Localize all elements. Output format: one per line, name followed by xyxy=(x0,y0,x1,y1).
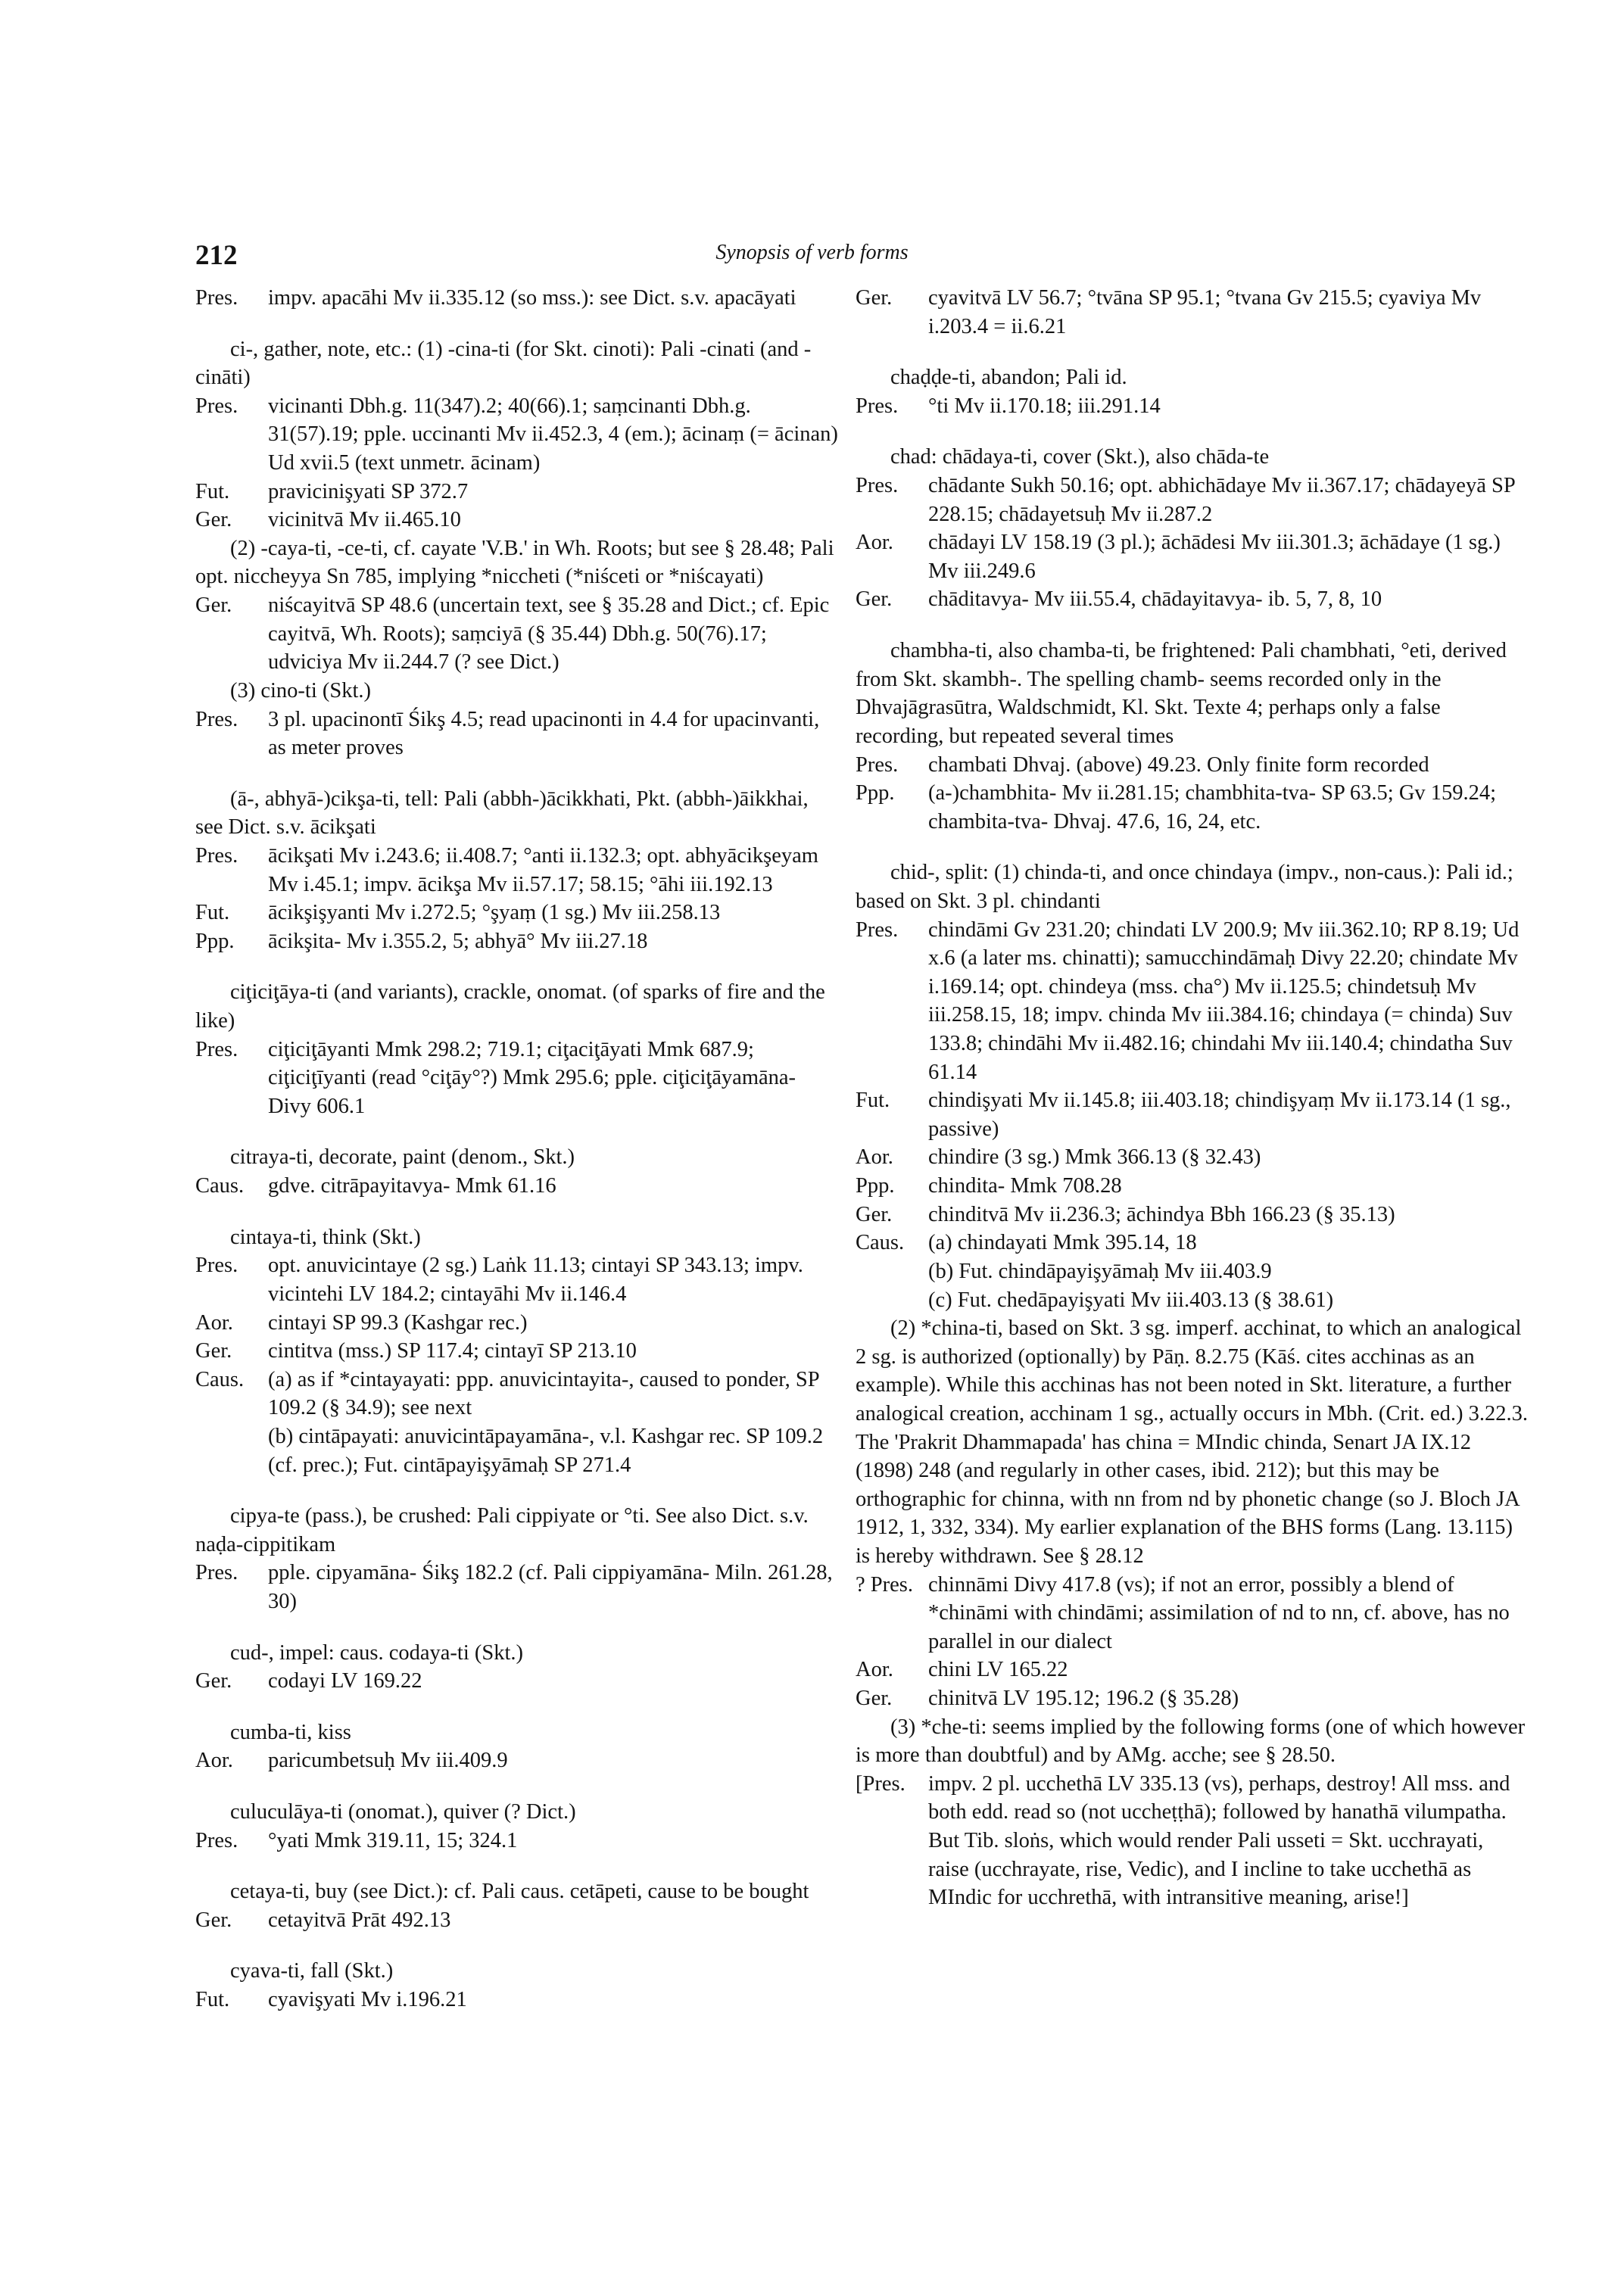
form-line xyxy=(856,1086,1528,1143)
form-line xyxy=(856,392,1528,421)
form-line xyxy=(195,1906,840,1935)
dictionary-entry xyxy=(195,978,840,1120)
form-label: Ger. xyxy=(856,1202,893,1226)
form-text: chinnāmi Divy 417.8 (vs); if not an error, possibly a blend of *chināmi with chindāmi; assimilation of nd to nn, cf. above, has no parallel in our dialect xyxy=(928,1572,1510,1653)
form-text: chāditavya- Mv iii.55.4, chādayitavya- ib. 5, 7, 8, 10 xyxy=(928,587,1382,612)
form-line xyxy=(856,1201,1528,1229)
form-label: Ger. xyxy=(195,1669,232,1693)
form-line xyxy=(195,392,840,478)
dictionary-entry xyxy=(856,284,1528,341)
form-line xyxy=(195,1667,840,1696)
form-text: ācikşati Mv i.243.6; ii.408.7; °anti ii.132.3; opt. abhyācikşeyam Mv i.45.1; impv. ācikşa Mv ii.57.17; 58.15; °āhi iii.192.13 xyxy=(268,843,818,896)
form-text: chādante Sukh 50.16; opt. abhichādaye Mv ii.367.17; chādayeyā SP 228.15; chādayetsuḥ Mv ii.287.2 xyxy=(928,474,1515,526)
form-text: cyavişyati Mv i.196.21 xyxy=(268,1988,467,2012)
form-text: opt. anuvicintaye (2 sg.) Laṅk 11.13; cintayi SP 343.13; impv. vicintehi LV 184.2; cintayāhi Mv ii.146.4 xyxy=(268,1254,803,1306)
headword-line: cetaya-ti, buy (see Dict.): cf. Pali caus. cetāpeti, cause to be bought xyxy=(230,1880,809,1904)
headword-line: chaḍḍe-ti, abandon; Pali id. xyxy=(890,366,1127,390)
form-text: chindire (3 sg.) Mmk 366.13 (§ 32.43) xyxy=(928,1145,1261,1170)
form-label: Ger. xyxy=(195,508,232,532)
form-line xyxy=(195,591,840,677)
dictionary-entry xyxy=(195,284,840,313)
form-text: chādayi LV 158.19 (3 pl.); āchādesi Mv iii.301.3; āchādaye (1 sg.) Mv iii.249.6 xyxy=(928,531,1501,583)
dictionary-entry xyxy=(195,1798,840,1855)
dictionary-entry xyxy=(856,858,1528,1912)
form-label: Pres. xyxy=(195,1561,238,1585)
form-label: Aor. xyxy=(195,1749,233,1773)
dictionary-entry xyxy=(195,785,840,956)
form-label: Pres. xyxy=(195,286,238,310)
form-text: chindāmi Gv 231.20; chindati LV 200.9; Mv iii.362.10; RP 8.19; Ud x.6 (a later ms. chinatti); samucchindāmaḥ Divy 22.20; chindate Mv i.169.14; opt. chindeya (mss. cha°) Mv ii.125.5; chindetsuḥ Mv iii.258.15, 18; impv. chinda Mv iii.384.16; chindaya (= chinda) Suv 133.8; chindāhi Mv ii.482.16; chindahi Mv iii.140.4; chindatha Suv 61.14 xyxy=(928,918,1520,1084)
headword-line: (2) -caya-ti, -ce-ti, cf. cayate 'V.B.' in Wh. Roots; but see § 28.48; Pali opt. niccheyya Sn 785, implying *niccheti (*niśceti or *niścayati) xyxy=(195,536,834,589)
form-label: [Pres. xyxy=(856,1771,906,1796)
headword-line: (3) cino-ti (Skt.) xyxy=(230,678,372,703)
form-line xyxy=(195,506,840,534)
headword-line: ci-, gather, note, etc.: (1) -cina-ti (for Skt. cinoti): Pali -cinati (and -cināti) xyxy=(195,337,812,390)
headword-line: (ā-, abhyā-)cikşa-ti, tell: Pali (abbh-)ācikkhati, Pkt. (abbh-)āikkhai, see Dict. s.v. ācikşati xyxy=(195,787,809,840)
form-text: °yati Mmk 319.11, 15; 324.1 xyxy=(268,1828,518,1852)
form-line xyxy=(856,1571,1528,1656)
headword-line: chad: chādaya-ti, cover (Skt.), also chāda-te xyxy=(890,445,1270,469)
dictionary-entry xyxy=(195,1143,840,1200)
form-label: Caus. xyxy=(195,1367,245,1391)
form-line xyxy=(856,916,1528,1087)
form-line xyxy=(856,1229,1528,1257)
form-text: impv. apacāhi Mv ii.335.12 (so mss.): see Dict. s.v. apacāyati xyxy=(268,286,796,310)
form-label: Ger. xyxy=(195,1908,232,1932)
form-label: Ger. xyxy=(856,1687,893,1711)
form-line xyxy=(856,585,1528,614)
form-label: Ppp. xyxy=(856,781,895,805)
form-label: Pres. xyxy=(195,1828,238,1852)
form-label: Pres. xyxy=(856,918,899,942)
running-title: Synopsis of verb forms xyxy=(715,241,909,264)
page-number: 212 xyxy=(195,240,238,271)
form-line xyxy=(856,779,1528,836)
form-text: cintitva (mss.) SP 117.4; cintayī SP 213.10 xyxy=(268,1339,637,1363)
form-text: chini LV 165.22 xyxy=(928,1658,1068,1682)
form-line xyxy=(195,1986,840,2014)
form-line xyxy=(856,472,1528,528)
headword-line: cumba-ti, kiss xyxy=(230,1720,351,1744)
form-line xyxy=(856,284,1528,341)
right-column xyxy=(856,284,1528,1935)
form-text: ācikşita- Mv i.355.2, 5; abhyā° Mv iii.27.18 xyxy=(268,929,648,953)
form-label: Pres. xyxy=(195,394,238,418)
form-label: Pres. xyxy=(856,394,899,418)
form-line xyxy=(195,1366,840,1422)
form-line xyxy=(195,927,840,956)
form-line xyxy=(195,706,840,762)
form-text: vicinanti Dbh.g. 11(347).2; 40(66).1; saṃcinanti Dbh.g. 31(57).19; pple. uccinanti Mv ii.452.3, 4 (em.); ācinaṃ (= ācinan) Ud xvii.5 (text unmetr. ācinam) xyxy=(268,394,838,475)
headword-line: (3) *che-ti: seems implied by the following forms (one of which however is more than doubtful) and by AMg. acche; see § 28.50. xyxy=(856,1715,1526,1768)
form-label: ? Pres. xyxy=(856,1572,913,1597)
form-label: Pres. xyxy=(195,707,238,731)
form-label: Ppp. xyxy=(856,1174,895,1198)
form-label: Fut. xyxy=(856,1089,890,1113)
dictionary-entry xyxy=(195,1957,840,2014)
form-label: Aor. xyxy=(856,1145,893,1170)
dictionary-entry xyxy=(856,637,1528,836)
form-label: Fut. xyxy=(195,479,230,503)
dictionary-entry xyxy=(195,1639,840,1696)
form-text: cyavitvā LV 56.7; °tvāna SP 95.1; °tvana Gv 215.5; cyaviya Mv i.203.4 = ii.6.21 xyxy=(928,286,1482,338)
form-label: Ger. xyxy=(856,587,893,612)
form-text: ciţiciţāyanti Mmk 298.2; 719.1; ciţaciţāyati Mmk 687.9; ciţiciţīyanti (read °ciţāy°?) Mmk 295.6; pple. ciţiciţāyamāna- Divy 606.1 xyxy=(268,1037,796,1118)
form-text: (a) as if *cintayayati: ppp. anuvicintayita-, caused to ponder, SP 109.2 (§ 34.9); see next xyxy=(268,1367,819,1420)
form-line xyxy=(195,284,840,313)
form-label: Pres. xyxy=(856,752,899,777)
form-label: Aor. xyxy=(856,531,893,555)
dictionary-entry xyxy=(195,1718,840,1775)
headword-line: citraya-ti, decorate, paint (denom., Skt.) xyxy=(230,1145,575,1170)
dictionary-entry xyxy=(195,335,840,762)
sub-form-line: (b) Fut. chindāpayişyāmaḥ Mv iii.403.9 xyxy=(928,1259,1272,1283)
dictionary-entry xyxy=(856,443,1528,614)
form-text: chindita- Mmk 708.28 xyxy=(928,1174,1122,1198)
form-text: paricumbetsuḥ Mv iii.409.9 xyxy=(268,1749,508,1773)
form-line xyxy=(195,842,840,899)
form-text: chinitvā LV 195.12; 196.2 (§ 35.28) xyxy=(928,1687,1239,1711)
form-line xyxy=(195,1309,840,1338)
headword-line: ciţiciţāya-ti (and variants), crackle, onomat. (of sparks of fire and the like) xyxy=(195,980,825,1033)
form-line xyxy=(195,1746,840,1775)
headword-line: cyava-ti, fall (Skt.) xyxy=(230,1959,394,1983)
headword-line: culuculāya-ti (onomat.), quiver (? Dict.) xyxy=(230,1800,576,1824)
form-label: Aor. xyxy=(856,1658,893,1682)
headword-line: chambha-ti, also chamba-ti, be frightened: Pali chambhati, °eti, derived from Skt. skambh-. The spelling chamb- seems recorded only in the Dhvajāgrasūtra, Waldschmidt, Kl. Skt. Texte 4; perhaps only a false recording, but repeated several times xyxy=(856,639,1507,748)
form-line xyxy=(195,1036,840,1121)
form-text: °ti Mv ii.170.18; iii.291.14 xyxy=(928,394,1161,418)
sub-form-line: (c) Fut. chedāpayişyati Mv iii.403.13 (§ 38.61) xyxy=(928,1288,1334,1312)
form-label: Ger. xyxy=(856,286,893,310)
form-label: Ger. xyxy=(195,594,232,618)
form-line xyxy=(195,1559,840,1615)
form-text: pravicinişyati SP 372.7 xyxy=(268,479,469,503)
headword-line: chid-, split: (1) chinda-ti, and once chindaya (impv., non-caus.): Pali id.; based on Skt. 3 pl. chindanti xyxy=(856,861,1513,913)
headword-line: cud-, impel: caus. codaya-ti (Skt.) xyxy=(230,1640,524,1665)
headword-line: (2) *china-ti, based on Skt. 3 sg. imperf. acchinat, to which an analogical 2 sg. is authorized (optionally) by Pāṇ. 8.2.75 (Kāś. cites acchinas as an example). While this acchinas has not been noted in Skt. literature, a further analogical creation, acchinam 1 sg., actually occurs in Mbh. (Crit. ed.) 3.22.3. The 'Prakrit Dhammapada' has china = MIndic chinda, Senart JA IX.12 (1898) 248 (and regularly in other cases, ibid. 212); but this may be orthographic for chinna, with nn from nd by phonetic change (so J. Bloch JA 1912, 1, 332, 334). My earlier explanation of the BHS forms (Lang. 13.115) is hereby withdrawn. See § 28.12 xyxy=(856,1316,1528,1568)
form-line xyxy=(195,478,840,506)
form-text: (a-)chambhita- Mv ii.281.15; chambhita-tva- SP 63.5; Gv 159.24; chambita-tva- Dhvaj. 47.6, 16, 24, etc. xyxy=(928,781,1497,833)
form-label: Pres. xyxy=(195,1254,238,1278)
form-label: Pres. xyxy=(856,474,899,498)
form-line xyxy=(195,1337,840,1366)
form-label: Caus. xyxy=(856,1231,905,1255)
form-line xyxy=(195,899,840,927)
form-text: chinditvā Mv ii.236.3; āchindya Bbh 166.23 (§ 35.13) xyxy=(928,1202,1395,1226)
dictionary-entry xyxy=(195,1877,840,1934)
form-line xyxy=(195,1172,840,1201)
form-text: impv. 2 pl. ucchethā LV 335.13 (vs), perhaps, destroy! All mss. and both edd. read so (not uccheṭṭhā); followed by hanathā vilumpatha. But Tib. sloṅs, which would render Pali usseti = Skt. ucchrayati, raise (ucchrayate, rise, Vedic), and I incline to take ucchethā as MIndic for ucchrethā, with intransitive meaning, arise!] xyxy=(928,1771,1510,1910)
dictionary-entry xyxy=(856,363,1528,420)
form-text: codayi LV 169.22 xyxy=(268,1669,422,1693)
form-label: Ppp. xyxy=(195,929,235,953)
form-text: pple. cipyamāna- Śikş 182.2 (cf. Pali cippiyamāna- Miln. 261.28, 30) xyxy=(268,1561,833,1613)
form-line xyxy=(856,1656,1528,1684)
form-text: gdve. citrāpayitavya- Mmk 61.16 xyxy=(268,1174,556,1198)
form-text: niścayitvā SP 48.6 (uncertain text, see § 35.28 and Dict.; cf. Epic cayitvā, Wh. Roots); saṃciyā (§ 35.44) Dbh.g. 50(76).17; udviciya Mv ii.244.7 (? see Dict.) xyxy=(268,594,830,675)
form-text: chambati Dhvaj. (above) 49.23. Only finite form recorded xyxy=(928,752,1429,777)
dictionary-entry xyxy=(195,1223,840,1479)
form-text: vicinitvā Mv ii.465.10 xyxy=(268,508,461,532)
form-label: Aor. xyxy=(195,1310,233,1335)
form-text: ācikşişyanti Mv i.272.5; °şyaṃ (1 sg.) Mv iii.258.13 xyxy=(268,901,721,925)
form-text: (a) chindayati Mmk 395.14, 18 xyxy=(928,1231,1197,1255)
headword-line: cipya-te (pass.), be crushed: Pali cippiyate or °ti. See also Dict. s.v. naḍa-cippitikam xyxy=(195,1504,809,1556)
form-label: Fut. xyxy=(195,1988,230,2012)
form-label: Pres. xyxy=(195,1037,238,1061)
form-text: chindişyati Mv ii.145.8; iii.403.18; chindişyaṃ Mv ii.173.14 (1 sg., passive) xyxy=(928,1089,1511,1141)
headword-line: cintaya-ti, think (Skt.) xyxy=(230,1225,421,1249)
form-line xyxy=(195,1251,840,1308)
form-line xyxy=(856,1172,1528,1201)
form-line xyxy=(856,528,1528,585)
form-line xyxy=(856,1684,1528,1713)
form-label: Ger. xyxy=(195,1339,232,1363)
form-label: Pres. xyxy=(195,843,238,868)
dictionary-entry xyxy=(195,1502,840,1615)
form-line xyxy=(856,751,1528,780)
sub-form-line: (b) cintāpayati: anuvicintāpayamāna-, v.l. Kashgar rec. SP 109.2 (cf. prec.); Fut. cintāpayişyāmaḥ SP 271.4 xyxy=(268,1424,824,1477)
form-text: 3 pl. upacinontī Śikş 4.5; read upacinonti in 4.4 for upacinvanti, as meter proves xyxy=(268,707,820,760)
left-column xyxy=(195,284,840,2037)
form-label: Caus. xyxy=(195,1174,245,1198)
form-text: cintayi SP 99.3 (Kashgar rec.) xyxy=(268,1310,528,1335)
form-label: Fut. xyxy=(195,901,230,925)
form-line xyxy=(856,1770,1528,1912)
form-text: cetayitvā Prāt 492.13 xyxy=(268,1908,451,1932)
form-line xyxy=(195,1827,840,1855)
form-line xyxy=(856,1143,1528,1172)
